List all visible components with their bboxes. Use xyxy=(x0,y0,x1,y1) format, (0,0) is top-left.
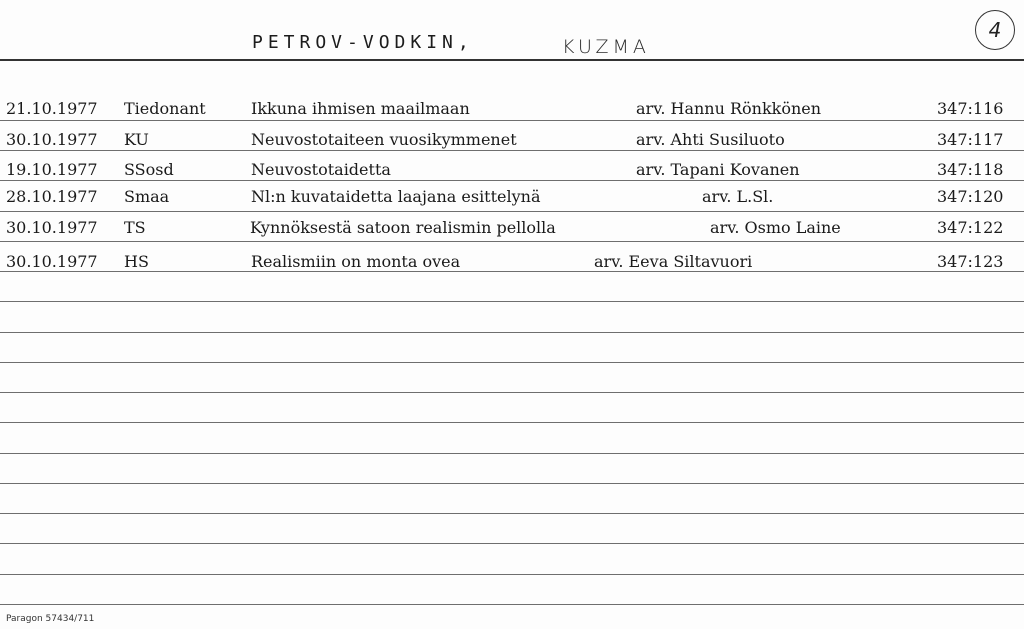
ruled-line xyxy=(0,332,1024,333)
handwritten-first-name: KUZMA xyxy=(562,36,650,58)
ruled-line xyxy=(0,362,1024,363)
entry-row xyxy=(0,130,1024,152)
entry-title: Kynnöksestä satoon realismin pellolla xyxy=(250,218,556,237)
entry-title: Nl:n kuvataidetta laajana esittelynä xyxy=(251,187,541,206)
ruled-line xyxy=(0,422,1024,423)
entry-title: Neuvostotaiteen vuosikymmenet xyxy=(251,130,517,149)
entry-ref: 347:118 xyxy=(937,160,1004,179)
entry-date: 30.10.1977 xyxy=(6,252,98,271)
entry-row xyxy=(0,187,1024,209)
entry-ref: 347:120 xyxy=(937,187,1004,206)
ruled-line xyxy=(0,604,1024,605)
entry-ref: 347:122 xyxy=(937,218,1004,237)
ruled-line xyxy=(0,543,1024,544)
entry-reviewer: arv. L.Sl. xyxy=(702,187,774,206)
entry-source: KU xyxy=(124,130,149,149)
entry-source: HS xyxy=(124,252,149,271)
card-heading: PETROV-VODKIN, xyxy=(252,32,474,53)
entry-source: Smaa xyxy=(124,187,170,206)
entry-date: 30.10.1977 xyxy=(6,130,98,149)
entry-source: TS xyxy=(124,218,146,237)
ruled-line xyxy=(0,453,1024,454)
entry-date: 28.10.1977 xyxy=(6,187,98,206)
ruled-line xyxy=(0,513,1024,514)
ruled-line xyxy=(0,301,1024,302)
entry-source: Tiedonant xyxy=(124,99,206,118)
entry-reviewer: arv. Osmo Laine xyxy=(710,218,841,237)
entry-title: Ikkuna ihmisen maailmaan xyxy=(251,99,470,118)
ruled-line xyxy=(0,392,1024,393)
entry-ref: 347:123 xyxy=(937,252,1004,271)
entry-row xyxy=(0,160,1024,182)
entry-date: 30.10.1977 xyxy=(6,218,98,237)
entry-row xyxy=(0,252,1024,274)
entry-date: 19.10.1977 xyxy=(6,160,98,179)
entry-source: SSosd xyxy=(124,160,174,179)
entry-title: Realismiin on monta ovea xyxy=(251,252,461,271)
entry-date: 21.10.1977 xyxy=(6,99,98,118)
entry-row xyxy=(0,99,1024,121)
print-code: Paragon 57434/711 xyxy=(6,614,95,624)
entry-ref: 347:117 xyxy=(937,130,1004,149)
entry-reviewer: arv. Hannu Rönkkönen xyxy=(636,99,822,118)
card-number-circle: 4 xyxy=(975,10,1015,50)
ruled-line xyxy=(0,241,1024,242)
entry-title: Neuvostotaidetta xyxy=(251,160,391,179)
ruled-line xyxy=(0,483,1024,484)
entry-row xyxy=(0,218,1024,240)
entry-reviewer: arv. Eeva Siltavuori xyxy=(594,252,753,271)
entry-ref: 347:116 xyxy=(937,99,1004,118)
entry-reviewer: arv. Tapani Kovanen xyxy=(636,160,800,179)
ruled-line xyxy=(0,574,1024,575)
ruled-line xyxy=(0,211,1024,212)
header-rule xyxy=(0,59,1024,61)
entry-reviewer: arv. Ahti Susiluoto xyxy=(636,130,785,149)
